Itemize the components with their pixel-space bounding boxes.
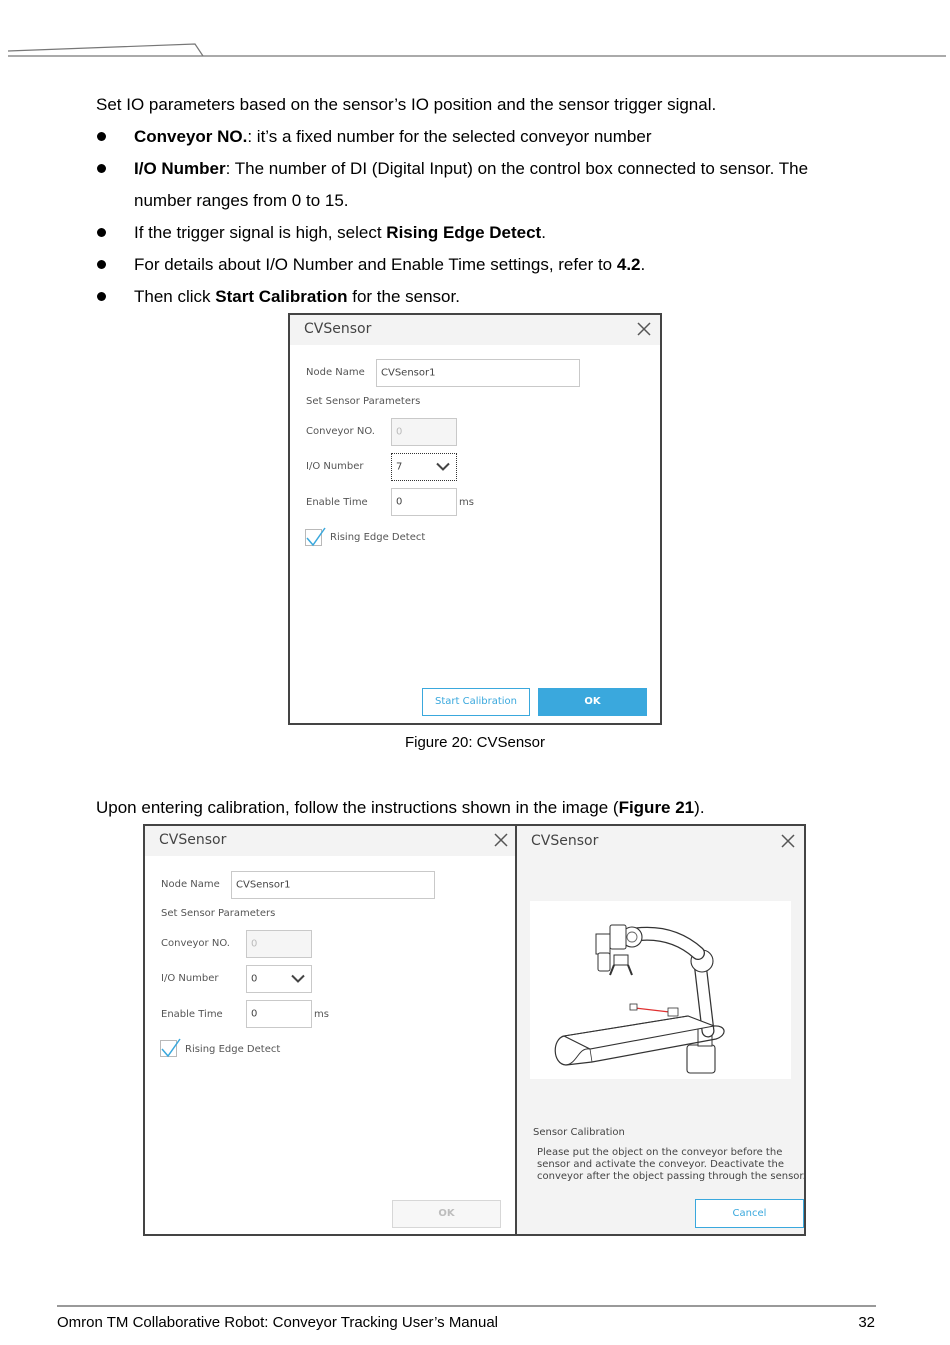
conveyor-robot-illustration bbox=[530, 901, 791, 1079]
figure-21-calibration-panel bbox=[517, 826, 804, 1234]
dialog-title-bar bbox=[145, 826, 515, 856]
bullet-dot bbox=[97, 164, 106, 173]
io-number-select[interactable]: 0 bbox=[246, 965, 312, 993]
chevron-down-icon bbox=[291, 975, 305, 984]
bullet-details: For details about I/O Number and Enable Time settings, refer to 4.2. bbox=[134, 255, 646, 274]
check-icon bbox=[305, 526, 327, 548]
ok-button-disabled: OK bbox=[392, 1200, 501, 1228]
page-number: 32 bbox=[858, 1314, 875, 1331]
io-number-label: I/O Number bbox=[306, 461, 364, 472]
chevron-down-icon bbox=[436, 463, 450, 472]
bullet-dot bbox=[97, 292, 106, 301]
bullet-dot bbox=[97, 260, 106, 269]
bullet-rising-edge: If the trigger signal is high, select Rising Edge Detect. bbox=[134, 223, 546, 242]
node-name-input[interactable]: CVSensor1 bbox=[231, 871, 435, 899]
calibration-instruction-line-3: conveyor after the object passing through the sensor. bbox=[537, 1171, 806, 1182]
dialog-title-bar bbox=[290, 315, 660, 345]
enable-time-input[interactable]: 0 bbox=[391, 488, 457, 516]
conveyor-no-label: Conveyor NO. bbox=[306, 426, 375, 437]
enable-time-label: Enable Time bbox=[161, 1009, 223, 1020]
dialog-title: CVSensor bbox=[159, 832, 227, 848]
bullet-io-number: I/O Number: The number of DI (Digital Input) on the control box connected to sensor. The bbox=[134, 159, 809, 178]
conveyor-no-field: 0 bbox=[391, 418, 457, 446]
rising-edge-label: Rising Edge Detect bbox=[330, 532, 426, 543]
check-icon bbox=[160, 1037, 182, 1059]
section-label: Set Sensor Parameters bbox=[306, 396, 421, 407]
close-icon[interactable] bbox=[780, 833, 796, 849]
calibration-title: Sensor Calibration bbox=[533, 1127, 625, 1138]
node-name-label: Node Name bbox=[306, 367, 365, 378]
node-name-input[interactable]: CVSensor1 bbox=[376, 359, 580, 387]
calibration-instruction-line-1: Please put the object on the conveyor before the bbox=[537, 1147, 783, 1158]
figure-21 bbox=[143, 824, 806, 1236]
close-icon[interactable] bbox=[493, 832, 509, 848]
cancel-button[interactable]: Cancel bbox=[695, 1199, 804, 1228]
figure-20-dialog bbox=[288, 313, 662, 725]
dialog-title: CVSensor bbox=[304, 321, 372, 337]
figure-20-caption: Figure 20: CVSensor bbox=[404, 734, 546, 751]
bullet-start-calibration: Then click Start Calibration for the sensor. bbox=[134, 287, 460, 306]
ms-unit: ms bbox=[314, 1009, 329, 1020]
footer-rule bbox=[57, 1305, 876, 1307]
conveyor-no-label: Conveyor NO. bbox=[161, 938, 230, 949]
rising-edge-checkbox[interactable] bbox=[305, 529, 322, 546]
dialog-title: CVSensor bbox=[531, 833, 599, 849]
bullet-dot bbox=[97, 228, 106, 237]
rising-edge-label: Rising Edge Detect bbox=[185, 1044, 281, 1055]
intro-paragraph: Set IO parameters based on the sensor’s IO position and the sensor trigger signal. bbox=[96, 95, 717, 114]
io-number-select[interactable]: 7 bbox=[391, 453, 457, 481]
bullet-io-number-cont: number ranges from 0 to 15. bbox=[134, 191, 349, 210]
enable-time-label: Enable Time bbox=[306, 497, 368, 508]
start-calibration-button[interactable]: Start Calibration bbox=[422, 688, 530, 716]
node-name-label: Node Name bbox=[161, 879, 220, 890]
bullet-dot bbox=[97, 132, 106, 141]
ok-button[interactable]: OK bbox=[538, 688, 647, 716]
io-number-label: I/O Number bbox=[161, 973, 219, 984]
ms-unit: ms bbox=[459, 497, 474, 508]
calibration-instruction-line-2: sensor and activate the conveyor. Deactivate the bbox=[537, 1159, 785, 1170]
close-icon[interactable] bbox=[636, 321, 652, 337]
enable-time-input[interactable]: 0 bbox=[246, 1000, 312, 1028]
header-rule bbox=[0, 38, 950, 62]
conveyor-no-field: 0 bbox=[246, 930, 312, 958]
footer-title: Omron TM Collaborative Robot: Conveyor Tracking User’s Manual bbox=[57, 1314, 499, 1331]
bullet-conveyor-no: Conveyor NO.: it’s a fixed number for the selected conveyor number bbox=[134, 127, 652, 146]
figure-21-settings-dialog bbox=[145, 826, 517, 1234]
section-label: Set Sensor Parameters bbox=[161, 908, 276, 919]
calibration-paragraph: Upon entering calibration, follow the instructions shown in the image (Figure 21). bbox=[96, 798, 705, 817]
rising-edge-checkbox[interactable] bbox=[160, 1040, 177, 1057]
